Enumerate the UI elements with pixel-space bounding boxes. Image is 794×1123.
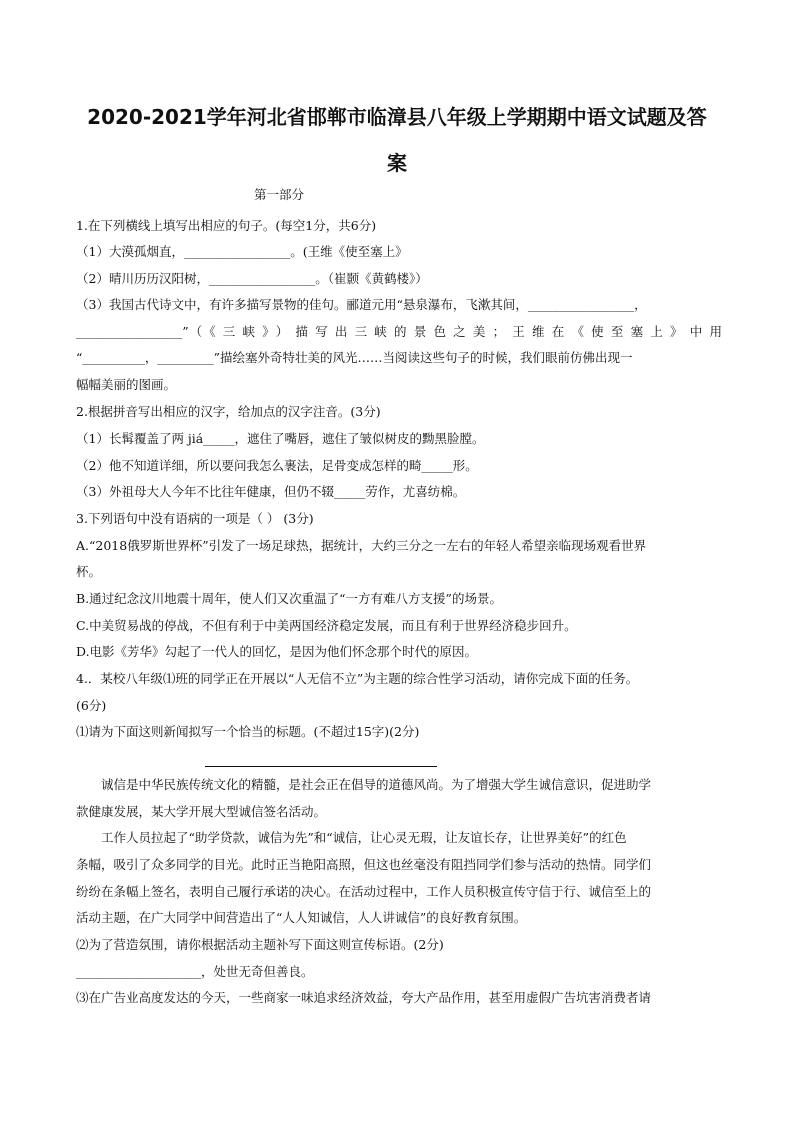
q1-item-3-line-2: _________________”（《三峡》）描写出三峡的景色之美；王维在《使至塞上》中用	[76, 324, 722, 339]
news-para-2-line-4: 活动主题，在广大同学中间营造出了“人人知诚信，人人讲诚信”的良好教育氛围。	[76, 910, 527, 925]
news-para-2-line-2: 条幅，吸引了众多同学的目光。此时正当艳阳高照，但这也丝毫没有阻挡同学们参与活动的热情。同学们	[76, 857, 652, 872]
section-heading: 第一部分	[254, 187, 305, 202]
title-line-1: 2020-2021学年河北省邯郸市临漳县八年级上学期期中语文试题及答	[87, 105, 707, 129]
q3-option-a-line-2: 杯。	[76, 564, 102, 579]
news-para-1-line-1: 诚信是中华民族传统文化的精髓，是社会正在倡导的道德风尚。为了增强大学生诚信意识，促进助学	[101, 777, 652, 792]
q3-option-d: D.电影《芳华》勾起了一代人的回忆，是因为他们怀念那个时代的原因。	[76, 644, 478, 659]
q1-item-3-line-3: “__________，_________”描绘塞外奇特壮美的风光……当阅读这些句子的时候，我们眼前仿佛出现一	[76, 350, 633, 365]
q3-option-c: C.中美贸易战的停战，不但有利于中美两国经济稳定发展，而且有利于世界经济稳步回升。	[76, 618, 577, 633]
news-para-1-line-2: 款健康发展，某大学开展大型诚信签名活动。	[76, 804, 327, 819]
slogan-blank-line: ____________________，处世无奇但善良。	[76, 964, 314, 979]
q3-option-a-line-1: A.“2018俄罗斯世界杯”引发了一场足球热，据统计，大约三分之一左右的年轻人希望亲临现场观看世界	[76, 538, 647, 553]
q1-item-2: （2）晴川历历汉阳树，_________________。（崔颢《黄鹤楼》）	[76, 271, 428, 286]
q4-stem-line-1: 4.．某校八年级⑴班的同学正在开展以“人无信不立”为主题的综合性学习活动，请你完成下面的任务。	[76, 671, 639, 686]
q4-sub-1: ⑴请为下面这则新闻拟写一个恰当的标题。(不超过15字)(2分)	[76, 724, 420, 739]
q1-stem: 1.在下列横线上填写出相应的句子。(每空1分，共6分)	[76, 218, 377, 233]
q4-sub-3: ⑶在广告业高度发达的今天，一些商家一味追求经济效益，夸大产品作用，甚至用虚假广告坑害消费者请	[76, 990, 652, 1005]
q4-sub-2: ⑵为了营造氛围，请你根据活动主题补写下面这则宣传标语。(2分)	[76, 937, 444, 952]
q3-stem: 3.下列语句中没有语病的一项是（ ） (3分)	[76, 511, 314, 526]
title-line-2: 案	[387, 151, 407, 175]
q3-option-b: B.通过纪念汶川地震十周年，使人们又次重温了“一方有难八方支援”的场景。	[76, 591, 502, 606]
q2-item-2: （2）他不知道详细，所以要问我怎么裹法，足骨变成怎样的畸_____形。	[76, 458, 478, 473]
news-para-2-line-3: 纷纷在条幅上签名，表明自己履行承诺的决心。在活动过程中，工作人员积极宣传守信于行、诚信至上的	[76, 884, 652, 899]
q1-item-3-line-1: （3）我国古代诗文中，有许多描写景物的佳句。郦道元用“悬泉瀑布，飞漱其间，_________________，	[76, 297, 647, 312]
q1-item-1: （1）大漠孤烟直，_________________。(王维《使至塞上》	[76, 244, 408, 259]
q2-stem: 2.根据拼音写出相应的汉字，给加点的汉字注音。(3分)	[76, 404, 381, 419]
q4-stem-line-2: (6分)	[76, 698, 107, 713]
q1-item-3-line-4: 幅幅美丽的图画。	[76, 377, 177, 392]
news-para-2-line-1: 工作人员拉起了“助学贷款，诚信为先”和“诚信，让心灵无瑕，让友谊长存，让世界美好”的红色	[101, 830, 627, 845]
document-title	[60, 94, 734, 186]
headline-answer-blank	[205, 766, 437, 767]
q2-item-1: （1）长髯覆盖了两 jiá_____，遮住了嘴唇，遮住了皱似树皮的黝黑脸膛。	[76, 431, 485, 446]
q2-item-3: （3）外祖母大人今年不比往年健康，但仍不辍_____劳作，尤喜纺棉。	[76, 484, 466, 499]
